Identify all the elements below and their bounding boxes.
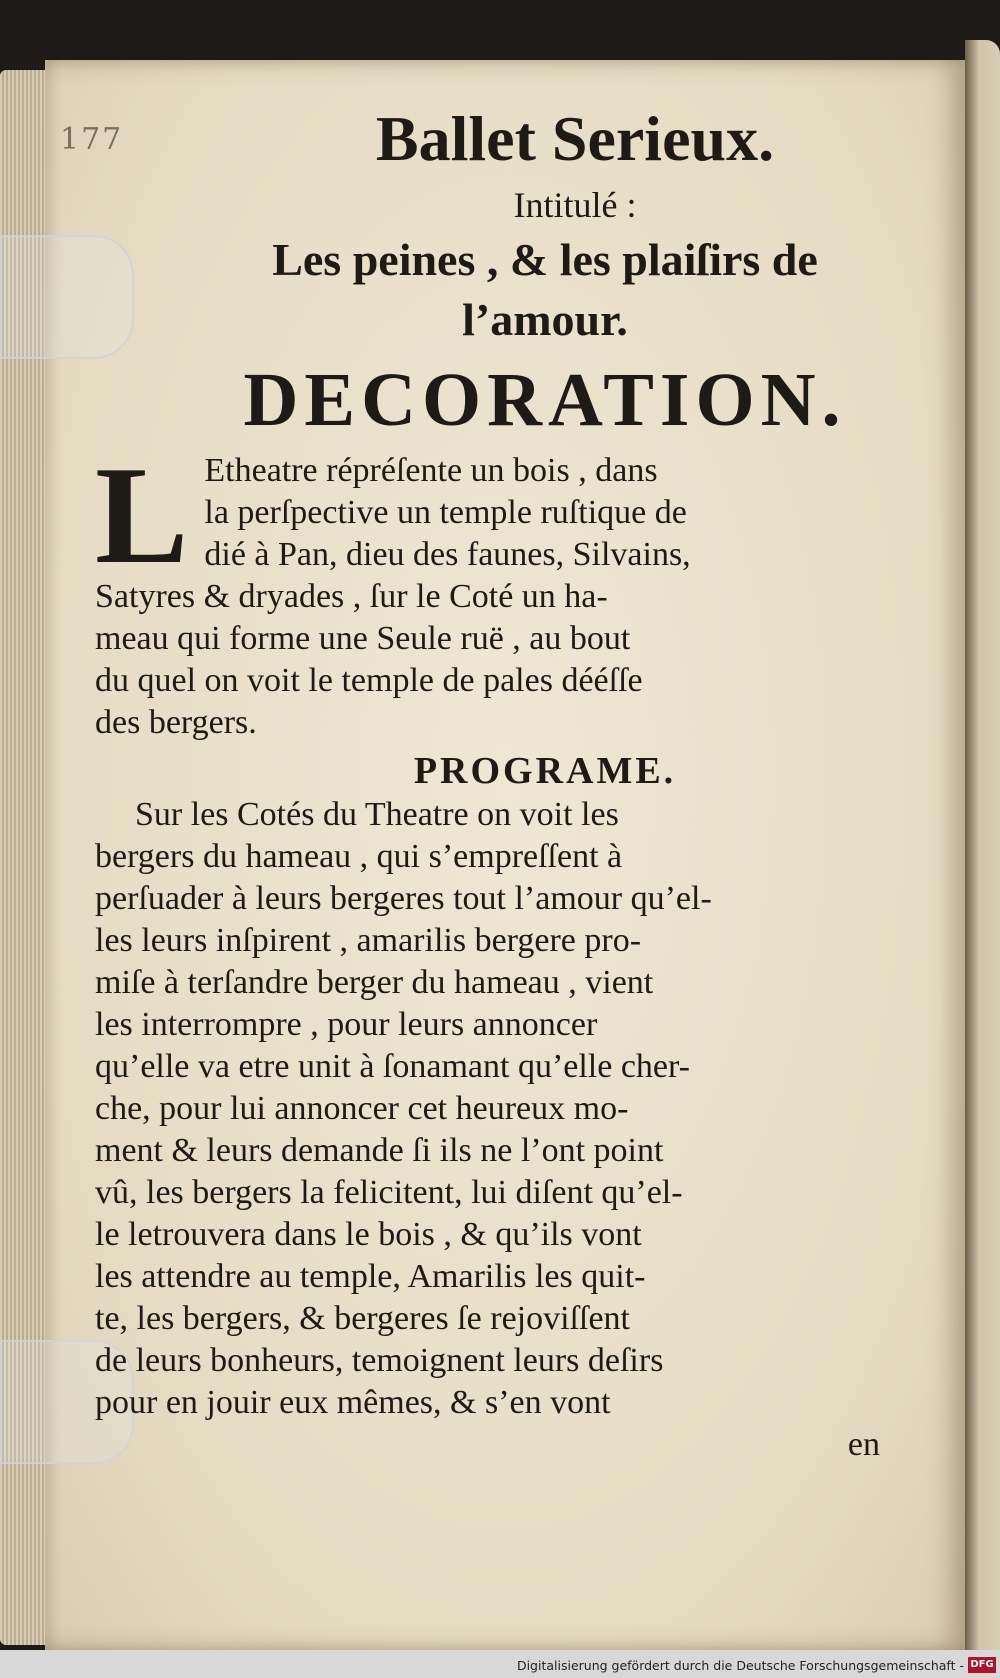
decoration-heading: DECORATION. <box>243 358 847 442</box>
subtitle-line: Les peines , & les plaiſirs de <box>272 234 818 285</box>
page-title: Ballet Serieux. <box>375 103 775 174</box>
text-line: les interrompre , pour leurs annoncer <box>95 1006 598 1043</box>
dfg-logo: DFG <box>968 1657 996 1673</box>
text-line: pour en jouir eux mêmes, & s’en vont <box>95 1384 611 1421</box>
digitization-credit: Digitalisierung gefördert durch die Deutsche Forschungsgemeinschaft - <box>516 1658 964 1673</box>
subtitle-line: l’amour. <box>462 294 628 345</box>
text-line: perſuader à leurs bergeres tout l’amour qu’el- <box>95 880 712 917</box>
catchword: en <box>847 1426 880 1463</box>
text-line: Sur les Cotés du Theatre on voit les <box>135 796 619 833</box>
text-line: les attendre au temple, Amarilis les quit- <box>95 1258 646 1295</box>
text-line: des bergers. <box>95 704 257 741</box>
text-line: les leurs inſpirent , amarilis bergere pro- <box>95 922 642 959</box>
page-text <box>95 100 955 1466</box>
page-number: 177 <box>60 122 124 157</box>
programe-heading: PROGRAME. <box>413 750 677 792</box>
subtitle <box>95 230 955 350</box>
text-line: le letrouvera dans le bois , & qu’ils vont <box>95 1216 642 1253</box>
text-line: dié à Pan, dieu des faunes, Silvains, <box>204 536 691 573</box>
book-scan <box>0 60 1000 1650</box>
text-line: te, les bergers, & bergeres ſe rejoviſſent <box>95 1300 631 1337</box>
next-page-edge <box>965 40 1000 1660</box>
drop-cap: L <box>95 438 189 593</box>
text-line: che, pour lui annoncer cet heureux mo- <box>95 1090 629 1127</box>
text-line: bergers du hameau , qui s’empreſſent à <box>95 838 623 875</box>
programe-paragraph <box>95 794 955 1424</box>
text-line: miſe à terſandre berger du hameau , vient <box>95 964 654 1001</box>
decoration-paragraph <box>95 438 955 744</box>
text-line: vû, les bergers la felicitent, lui diſent qu’el- <box>95 1174 683 1211</box>
text-line: qu’elle va etre unit à ſonamant qu’elle cher- <box>95 1048 690 1085</box>
intitule-label: Intitulé : <box>513 185 637 225</box>
text-line: la perſpective un temple ruſtique de <box>204 494 687 531</box>
text-line: Satyres & dryades , ſur le Coté un ha- <box>95 578 608 615</box>
text-line: Etheatre répréſente un bois , dans <box>204 452 658 489</box>
text-line: meau qui forme une Seule ruë , au bout <box>95 620 631 657</box>
text-line: de leurs bonheurs, temoignent leurs deſirs <box>95 1342 664 1379</box>
text-line: ment & leurs demande ſi ils ne l’ont point <box>95 1132 664 1169</box>
text-line: du quel on voit le temple de pales dééſſe <box>95 662 643 699</box>
